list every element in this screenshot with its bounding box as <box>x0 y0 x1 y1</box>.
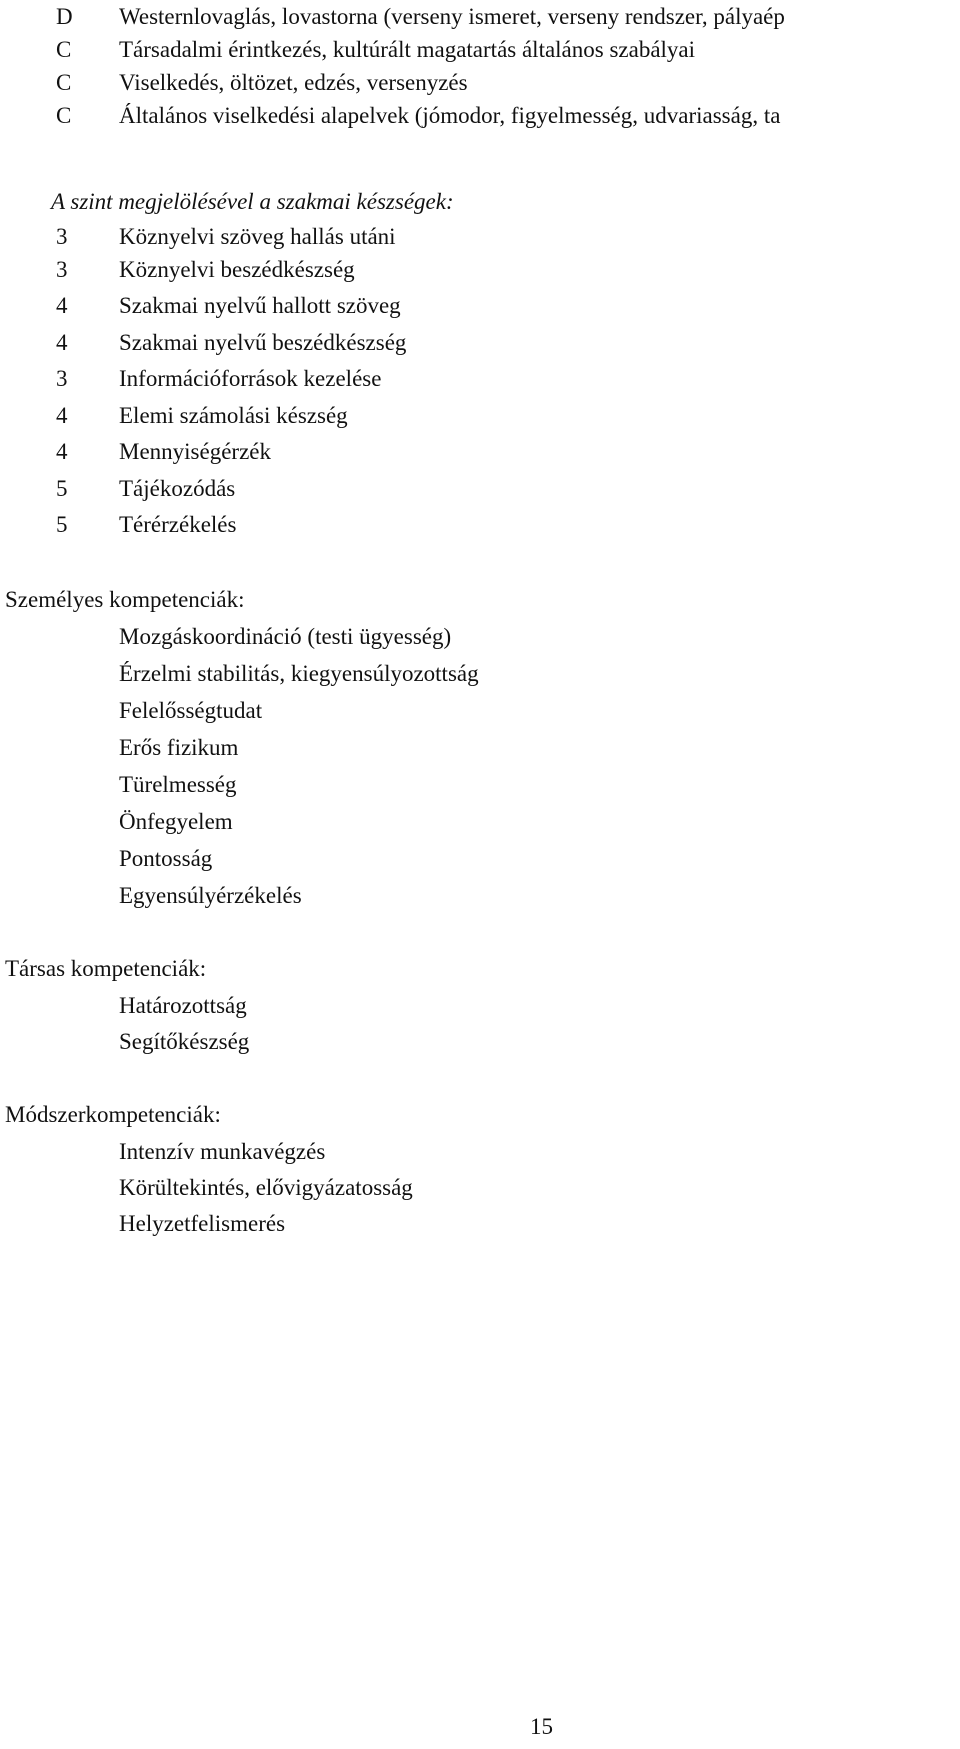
social-heading: Társas kompetenciák: <box>5 956 207 981</box>
method-heading: Módszerkompetenciák: <box>5 1102 221 1127</box>
list-item: Egyensúlyérzékelés <box>119 883 302 908</box>
list-item: Pontosság <box>119 846 213 871</box>
list-item: Mozgáskoordináció (testi ügyesség) <box>119 624 452 649</box>
list-item: Körültekintés, elővigyázatosság <box>119 1175 413 1200</box>
level-code: C <box>56 70 72 95</box>
level-code: 4 <box>56 439 68 464</box>
level-code: 5 <box>56 476 68 501</box>
list-item: Intenzív munkavégzés <box>119 1139 326 1164</box>
page-number: 15 <box>530 1714 553 1739</box>
level-code: 5 <box>56 512 68 537</box>
level-code: 4 <box>56 293 68 318</box>
level-code: 4 <box>56 330 68 355</box>
level-code: D <box>56 4 73 29</box>
level-code: C <box>56 37 72 62</box>
skill-text: Elemi számolási készség <box>119 403 348 428</box>
skill-text: Szakmai nyelvű hallott szöveg <box>119 293 401 318</box>
skill-text: Szakmai nyelvű beszédkészség <box>119 330 407 355</box>
list-item: Határozottság <box>119 993 247 1018</box>
level-code: 3 <box>56 257 68 282</box>
level-code: 4 <box>56 403 68 428</box>
list-item: Felelősségtudat <box>119 698 263 723</box>
knowledge-text: Viselkedés, öltözet, edzés, versenyzés <box>119 70 468 95</box>
level-code: 3 <box>56 224 68 249</box>
list-item: Segítőkészség <box>119 1029 250 1054</box>
knowledge-text: Általános viselkedési alapelvek (jómodor, figyelmesség, udvariasság, ta <box>119 103 781 128</box>
list-item: Erős fizikum <box>119 735 239 760</box>
skill-text: Köznyelvi szöveg hallás utáni <box>119 224 396 249</box>
skills-heading: A szint megjelölésével a szakmai készségek: <box>51 189 454 214</box>
level-code: 3 <box>56 366 68 391</box>
list-item: Önfegyelem <box>119 809 233 834</box>
knowledge-text: Westernlovaglás, lovastorna (verseny ismeret, verseny rendszer, pályaép <box>119 4 785 29</box>
list-item: Türelmesség <box>119 772 237 797</box>
list-item: Helyzetfelismerés <box>119 1211 286 1236</box>
skill-text: Térérzékelés <box>119 512 237 537</box>
skill-text: Tájékozódás <box>119 476 236 501</box>
skill-text: Mennyiségérzék <box>119 439 271 464</box>
skill-text: Információforrások kezelése <box>119 366 382 391</box>
knowledge-text: Társadalmi érintkezés, kultúrált magatartás általános szabályai <box>119 37 696 62</box>
list-item: Érzelmi stabilitás, kiegyensúlyozottság <box>119 661 479 686</box>
personal-heading: Személyes kompetenciák: <box>5 587 245 612</box>
skill-text: Köznyelvi beszédkészség <box>119 257 355 282</box>
level-code: C <box>56 103 72 128</box>
